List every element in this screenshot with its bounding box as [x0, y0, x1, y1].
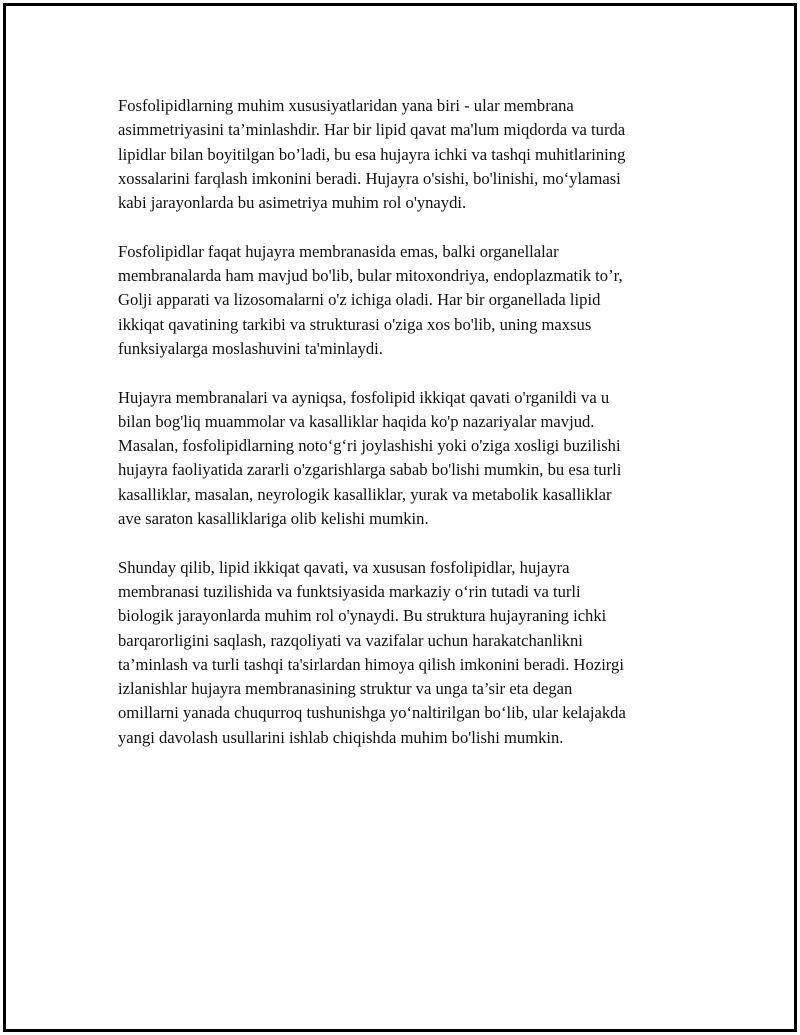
- text-line: izlanishlar hujayra membranasining struktur va unga ta’sir eta degan: [118, 679, 573, 699]
- text-line: xossalarini farqlash imkonini beradi. Hujayra o'sishi, bo'linishi, mo‘ylamasi: [118, 168, 621, 188]
- text-line: hujayra faoliyatida zararli o'zgarishlarga sabab bo'lishi mumkin, bu esa turli: [118, 460, 622, 480]
- text-line: Fosfolipidlar faqat hujayra membranasida emas, balki organellalar: [118, 241, 559, 261]
- paragraph-3: [118, 386, 708, 532]
- paragraph-2: [118, 240, 708, 361]
- text-line: Masalan, fosfolipidlarning noto‘g‘ri joylashishi yoki o'ziga xosligi buzilishi: [118, 436, 621, 456]
- text-line: bilan bog'liq muammolar va kasalliklar haqida ko'p nazariyalar mavjud.: [118, 411, 595, 431]
- text-line: kabi jarayonlarda bu asimetriya muhim rol o'ynaydi.: [118, 193, 467, 213]
- text-line: membranasi tuzilishida va funktsiyasida markaziy o‘rin tutadi va turli: [118, 581, 581, 601]
- text-line: Fosfolipidlarning muhim xususiyatlaridan yana biri - ular membrana: [118, 96, 574, 115]
- text-line: omillarni yanada chuqurroq tushunishga yo‘naltirilgan bo‘lib, ular kelajakda: [118, 703, 626, 723]
- text-line: membranalarda ham mavjud bo'lib, bular mitoxondriya, endoplazmatik to’r,: [118, 266, 623, 286]
- text-line: ave saraton kasalliklariga olib kelishi mumkin.: [118, 509, 429, 529]
- text-line: kasalliklar, masalan, neyrologik kasalliklar, yurak va metabolik kasalliklar: [118, 484, 612, 504]
- text-line: Golji apparati va lizosomalarni o'z ichiga oladi. Har bir organellada lipid: [118, 290, 601, 310]
- paragraph-4: [118, 556, 708, 750]
- text-line: biologik jarayonlarda muhim rol o'ynaydi. Bu struktura hujayraning ichki: [118, 606, 607, 626]
- paragraph-1: [118, 94, 708, 215]
- document-body: [118, 94, 708, 774]
- text-line: Shunday qilib, lipid ikkiqat qavati, va xususan fosfolipidlar, hujayra: [118, 557, 570, 577]
- text-line: ta’minlash va turli tashqi ta'sirlardan himoya qilish imkonini beradi. Hozirgi: [118, 654, 624, 674]
- text-line: funksiyalarga moslashuvini ta'minlaydi.: [118, 338, 383, 358]
- text-line: barqarorligini saqlash, razqoliyati va vazifalar uchun harakatchanlikni: [118, 630, 583, 650]
- text-line: ikkiqat qavatining tarkibi va strukturasi o'ziga xos bo'lib, uning maxsus: [118, 314, 592, 334]
- text-line: lipidlar bilan boyitilgan bo’ladi, bu esa hujayra ichki va tashqi muhitlarining: [118, 144, 626, 164]
- text-line: Hujayra membranalari va ayniqsa, fosfolipid ikkiqat qavati o'rganildi va u: [118, 387, 610, 407]
- text-line: asimmetriyasini ta’minlashdir. Har bir lipid qavat ma'lum miqdorda va turda: [118, 120, 626, 140]
- text-line: yangi davolash usullarini ishlab chiqishda muhim bo'lishi mumkin.: [118, 727, 564, 747]
